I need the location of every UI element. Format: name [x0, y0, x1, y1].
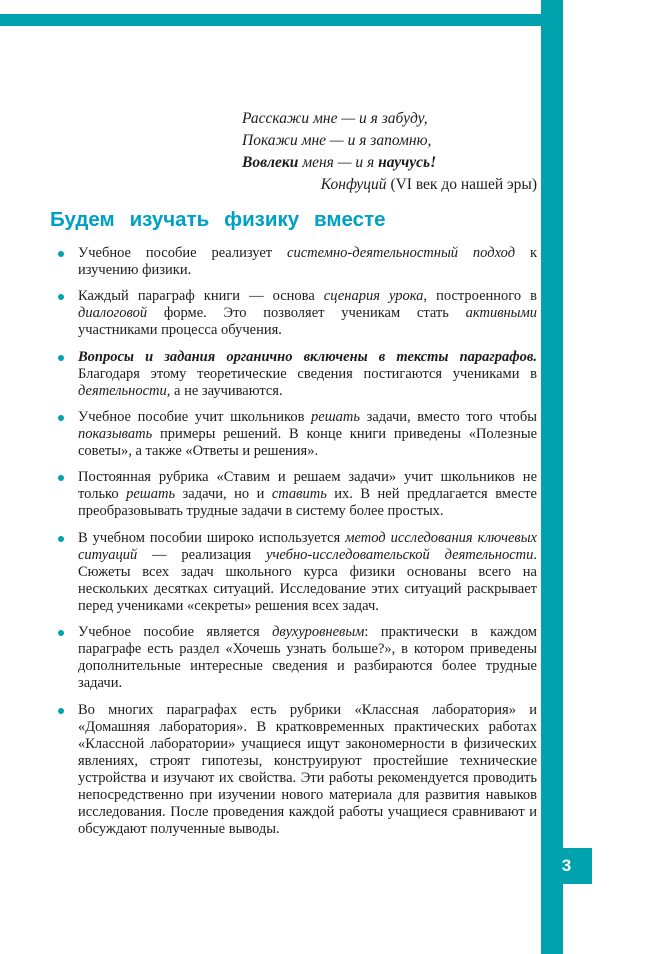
text-run: . Сюжеты всех задач школьного курса физики основаны всего на нескольких десятках ситуаций. Исследование этих ситуаций раскрывает перед учениками «секреты» решения всех задач.	[78, 546, 537, 614]
text-run: ставить	[271, 486, 327, 503]
text-run: примеры решений. В конце книги приведены «Полезные советы», а также «Ответы и решения».	[78, 425, 537, 460]
list-item	[50, 702, 537, 839]
text-run: учебно-исследовательской деятельности	[266, 546, 534, 563]
text-run: , а не заучиваются.	[166, 382, 283, 399]
text-run: двухуровневым	[272, 624, 365, 641]
list-item-text	[78, 245, 537, 278]
list-item	[50, 469, 537, 520]
text-run: Вовлеки	[242, 154, 299, 171]
page-number-tab	[541, 848, 592, 884]
text-run: к изучению физики.	[78, 245, 538, 279]
side-accent-bar	[541, 0, 563, 954]
text-run: диалоговой	[78, 305, 148, 322]
text-run: Учебное пособие учит школьников	[78, 408, 312, 425]
list-item-text	[78, 469, 537, 519]
text-run: форме. Это позволяет ученикам стать	[147, 305, 466, 322]
text-run: задачи, вместо того чтобы	[360, 408, 537, 425]
epigraph-line	[242, 108, 537, 130]
epigraph-attribution	[242, 174, 537, 196]
bullet-icon	[58, 630, 64, 636]
list-item	[50, 530, 537, 616]
bullet-icon	[58, 536, 64, 542]
epigraph	[242, 108, 537, 196]
text-run: деятельности	[78, 382, 167, 399]
text-run: , построенного в	[423, 288, 537, 305]
text-run: решать	[126, 486, 176, 503]
text-run: (VI век до нашей эры)	[386, 176, 537, 193]
bullet-icon	[58, 294, 64, 300]
text-run: научусь!	[378, 154, 437, 171]
list-item-text	[78, 702, 537, 838]
epigraph-lines	[242, 108, 537, 174]
bullet-icon	[58, 475, 64, 481]
list-item-text	[78, 288, 537, 338]
epigraph-line	[242, 130, 537, 152]
list-item-text	[78, 624, 537, 691]
list-item-text	[78, 409, 537, 459]
bullet-icon	[58, 355, 64, 361]
section-heading: Будем изучать физику вместе	[50, 208, 386, 231]
text-run: Каждый параграф книги — основа	[78, 288, 324, 305]
text-run: — реализация	[137, 546, 267, 563]
feature-list	[50, 245, 537, 838]
list-item-text	[78, 349, 537, 399]
text-run: метод исследования ключевых ситуаций	[78, 529, 537, 563]
bullet-icon	[58, 708, 64, 714]
text-run: участниками процесса обучения.	[78, 322, 282, 339]
page-content	[50, 108, 537, 847]
text-run: Конфуций	[320, 176, 387, 193]
text-run: их. В ней предлагается вместе преобразовывать трудные задачи в систему более простых.	[78, 486, 537, 520]
list-item	[50, 349, 537, 400]
text-run: Учебное пособие является	[78, 624, 273, 641]
list-item	[50, 245, 537, 279]
list-item-text	[78, 530, 537, 614]
text-run: задачи, но и	[175, 486, 272, 503]
text-run: Благодаря этому теоретические сведения постигаются учениками в	[78, 365, 537, 382]
text-run: активными	[465, 305, 537, 322]
text-run: Покажи мне — и я запомню,	[242, 132, 432, 149]
page-number: 3	[561, 856, 572, 875]
top-accent-bar	[0, 14, 541, 26]
list-item	[50, 624, 537, 692]
list-item	[50, 288, 537, 339]
bullet-icon	[58, 251, 64, 257]
text-run: системно-деятельностный подход	[287, 245, 516, 261]
text-run: Расскажи мне — и я забуду,	[242, 110, 428, 127]
text-run: : практически в каждом параграфе есть раздел «Хочешь узнать больше?», в котором приведены дополнительные интересные сведения и разбираются более трудные задачи.	[78, 624, 537, 692]
text-run: показывать	[78, 425, 153, 442]
text-run: Во многих параграфах есть рубрики «Классная лаборатория» и «Домашняя лаборатория». В кратковременных практических работах «Классной лаборатории» учащиеся ищут закономерности в физических явлениях, строят гипотезы, конструируют простейшие технические устройства и изучают их свойства. Эти работы рекомендуется проводить непосредственно при изучении нового материала для развития навыков исследования. После проведения каждой работы учащиеся сравнивают и обсуждают полученные выводы.	[78, 701, 537, 838]
text-run: В учебном пособии широко используется	[78, 529, 346, 546]
text-run: меня — и я	[298, 154, 379, 171]
bullet-icon	[58, 415, 64, 421]
text-run: Постоянная рубрика «Ставим и решаем задачи» учит школьников не только	[78, 469, 537, 503]
text-run: решать	[311, 408, 360, 425]
text-run: Учебное пособие реализует	[78, 245, 288, 261]
epigraph-line	[242, 152, 537, 174]
text-run: Вопросы и задания органично включены в тексты параграфов.	[78, 348, 537, 365]
list-item	[50, 409, 537, 460]
text-run: сценария урока	[323, 288, 424, 305]
